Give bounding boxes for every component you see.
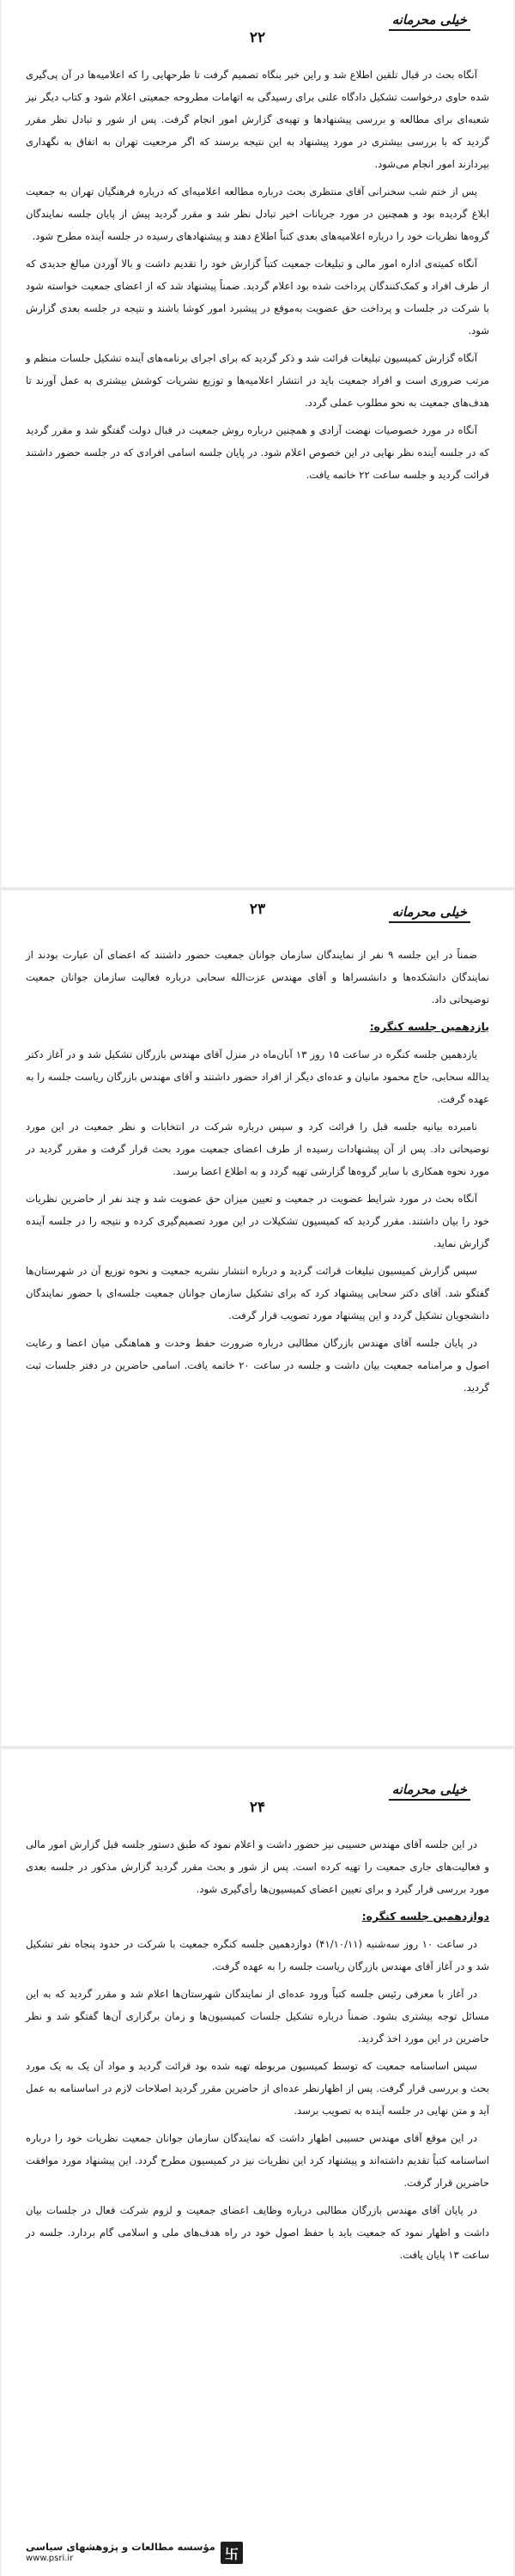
section-heading: دوازدهمین جلسه کنگره: bbox=[361, 1910, 489, 1923]
paragraph: در این جلسه آقای مهندس حسیبی نیز حضور داشت و اعلام نمود که طبق دستور جلسه قبل گزارش امور مالی و فعالیت‌های جاری جمعیت را تهیه کرده است. پس از شور و بحث مقرر گردید گزارش مذکور در جلسه بعدی مورد بررسی قرار گیرد و برای تعیین اعضای کمیسیون‌ها رأی‌گیری شود. bbox=[26, 1838, 489, 1895]
footer-logo bbox=[26, 2542, 243, 2564]
institute-logo-icon: 卐 bbox=[221, 2542, 243, 2564]
paragraph: در پایان آقای مهندس بازرگان مطالبی درباره وظایف اعضای جمعیت و لزوم شرکت فعال در جلسات بیان داشت و اظهار نمود که جمعیت باید با حفظ اصول خود در راه هدف‌های ملی و اسلامی گام بردارد. جلسه در ساعت ۱۳ پایان یافت. bbox=[26, 2204, 489, 2261]
scan-edge bbox=[0, 1747, 3, 2576]
paragraph: یازدهمین جلسه کنگره در ساعت ۱۵ روز ۱۳ آبان‌ماه در منزل آقای مهندس بازرگان تشکیل شد و در آغاز دکتر یدالله سحابی، حاج محمود مانیان و عده‌ای دیگر از افراد حضور داشتند و آقای مهندس بازرگان ریاست جلسه را به عهده گرفت. bbox=[26, 1048, 489, 1105]
document-page-23 bbox=[0, 889, 515, 1747]
paragraph: آنگاه در مورد خصوصیات نهضت آزادی و همچنین درباره روش جمعیت در قبال دولت گفتگو شد و مقرر گردید که در جلسه آینده نظر نهایی در این خصوص اعلام شود. در پایان جلسه اسامی افرادی که در جلسه حضور داشتند قرائت گردید و جلسه ساعت ۲۲ خاتمه یافت. bbox=[26, 424, 489, 481]
page-number: ۲۳ bbox=[249, 901, 266, 918]
institute-name: مؤسسه مطالعات و پژوهشهای سیاسی bbox=[26, 2541, 215, 2553]
institute-url: www.psri.ir bbox=[26, 2554, 74, 2563]
paragraph: آنگاه گزارش کمیسیون تبلیغات قرائت شد و ذکر گردید که برای اجرای برنامه‌های آینده تشکیل جلسات منظم و مرتب ضروری است و افراد جمعیت باید در انتشار اعلامیه‌ها و توزیع نشریات کوشش بیشتری به عمل آورند تا هدف‌های جمعیت به نحو مطلوب عملی گردد. bbox=[26, 352, 489, 409]
section-heading: یازدهمین جلسه کنگره: bbox=[369, 1020, 489, 1033]
page-body bbox=[26, 64, 489, 491]
paragraph: سپس اساسنامه جمعیت که توسط کمیسیون مربوطه تهیه شده بود قرائت گردید و مواد آن یک به یک مورد بحث و بررسی قرار گرفت. پس از اظهارنظر عده‌ای از حاضرین مقرر گردید اصلاحات لازم در اساسنامه به عمل آید و متن نهایی در جلسه آینده به تصویب برسد. bbox=[26, 2060, 489, 2117]
paragraph: در آغاز با معرفی رئیس جلسه کتباً ورود عده‌ای از نمایندگان شهرستان‌ها اعلام شد و مقرر گردید که به این مسائل توجه بیشتری بشود. ضمناً درباره تشکیل جلسات کمیسیون‌ها و زمان برگزاری آن‌ها گفتگو شد و نظر حاضرین در این مورد اخذ گردید. bbox=[26, 1988, 489, 2044]
document-page-24 bbox=[0, 1747, 515, 2576]
page-body bbox=[26, 1833, 489, 2271]
paragraph: آنگاه بحث در مورد شرایط عضویت در جمعیت و تعیین میزان حق عضویت شد و چند نفر از حاضرین نظریات خود را بیان داشتند. مقرر گردید که کمیسیون تشکیلات در این مورد تصمیم‌گیری کرده و نتیجه را در جلسه آینده گزارش نماید. bbox=[26, 1193, 489, 1249]
paragraph: نامبرده بیانیه جلسه قبل را قرائت کرد و سپس درباره شرکت در انتخابات و نظر جمعیت در این مورد توضیحاتی داد. پس از آن پیشنهادات رسیده از طرف اعضای جمعیت مورد بحث قرار گرفت و مقرر گردید در مورد نحوه همکاری با سایر گروه‌ها گزارشی تهیه گردد و به اطلاع اعضا برسد. bbox=[26, 1121, 489, 1177]
scan-edge bbox=[0, 889, 3, 1747]
paragraph: ضمناً در این جلسه ۹ نفر از نمایندگان سازمان جوانان جمعیت حضور داشتند که اعضای آن عبارت بودند از نمایندگان دانشکده‌ها و دانشسراها و آقای مهندس عزت‌الله سحابی درباره فعالیت سازمان جوانان جمعیت توضیحاتی داد. bbox=[26, 949, 489, 1005]
paragraph: سپس گزارش کمیسیون تبلیغات قرائت گردید و درباره انتشار نشریه جمعیت و نحوه توزیع آن در شهرستان‌ها گفتگو شد. آقای دکتر سحابی پیشنهاد کرد که برای تشکیل سازمان جوانان جمعیت جلسه‌ای با حضور نمایندگان دانشجویان تشکیل گردد و این پیشنهاد مورد تصویب قرار گرفت. bbox=[26, 1265, 489, 1321]
paragraph: پس از ختم شب سخنرانی آقای منتظری بحث درباره مطالعه اعلامیه‌ای که درباره فرهنگیان تهران به جمعیت ابلاغ گردیده بود و همچنین در مورد جریانات اخیر تبادل نظر شد و مقرر گردید پیش از پایان جلسه نمایندگان گروه‌ها نظریات خود را درباره اعلامیه‌های بعدی کتباً اطلاع دهند و پیشنهادهای رسیده در جلسه آینده مطرح شود. bbox=[26, 185, 489, 242]
paragraph: در پایان جلسه آقای مهندس بازرگان مطالبی درباره ضرورت حفظ وحدت و هماهنگی میان اعضا و رعایت اصول و مرامنامه جمعیت بیان داشت و جلسه در ساعت ۲۰ خاتمه یافت. اسامی حاضرین در دفتر جلسات ثبت گردید. bbox=[26, 1337, 489, 1394]
paragraph: آنگاه بحث در قبال تلقین اطلاع شد و راین خبر بنگاه تصمیم گرفت تا طرحهایی را که اعلامیه‌ها در آن پی‌گیری شده حاوی درخواست تشکیل دادگاه علنی برای رسیدگی به اتهامات مطروحه جمعیتی اعلام شود و کتاب دیگر نیز شعبه‌ای برای مطالعه و بررسی پیشنهادها و تهیه‌ی گزارش امور انجام گرفت. پس از شور و تبادل نظر مقرر گردید که با بررسی بیشتری در مورد پیشنهاد به این نتیجه برسند که اگر مرجعیت تهران به اتفاق به نگهداری بپردازند امور انجام می‌شود. bbox=[26, 69, 489, 170]
paragraph: آنگاه کمیته‌ی اداره امور مالی و تبلیغات جمعیت کتباً گزارش خود را تقدیم داشت و بالا آوردن مبالغ جدیدی که از طرف افراد و کمک‌کنندگان پرداخت شده بود اعلام گردید. ضمناً پیشنهاد شد که از اعضای جمعیت خواسته شود با شرکت در جلسات و پرداخت حق عضویت به‌موقع در پیشبرد امور کوشا باشند و نتیجه در جلسه بعدی گزارش شود. bbox=[26, 258, 489, 337]
page-number: ۲۴ bbox=[249, 1799, 266, 1816]
page-body bbox=[26, 944, 489, 1404]
page-number: ۲۲ bbox=[249, 29, 266, 46]
scan-edge bbox=[0, 0, 3, 889]
classification-label: خیلی محرمانه bbox=[389, 1782, 470, 1801]
paragraph: در این موقع آقای مهندس حسیبی اظهار داشت که نمایندگان سازمان جوانان جمعیت نظریات خود را درباره اساسنامه کتباً تقدیم داشته‌اند و پیشنهاد کرد این نظریات نیز در کمیسیون مطرح گردد. این پیشنهاد مورد موافقت حاضرین قرار گرفت. bbox=[26, 2132, 489, 2189]
classification-label: خیلی محرمانه bbox=[389, 904, 470, 923]
paragraph: در ساعت ۱۰ روز سه‌شنبه (۴۱/۱۰/۱۱) دوازدهمین جلسه کنگره جمعیت با شرکت در حدود پنجاه نفر تشکیل شد و در آغاز آقای مهندس بازرگان ریاست جلسه را به عهده گرفت. bbox=[26, 1938, 489, 1972]
footer-names bbox=[26, 2542, 215, 2564]
classification-label: خیلی محرمانه bbox=[389, 12, 470, 31]
document-page-22 bbox=[0, 0, 515, 889]
